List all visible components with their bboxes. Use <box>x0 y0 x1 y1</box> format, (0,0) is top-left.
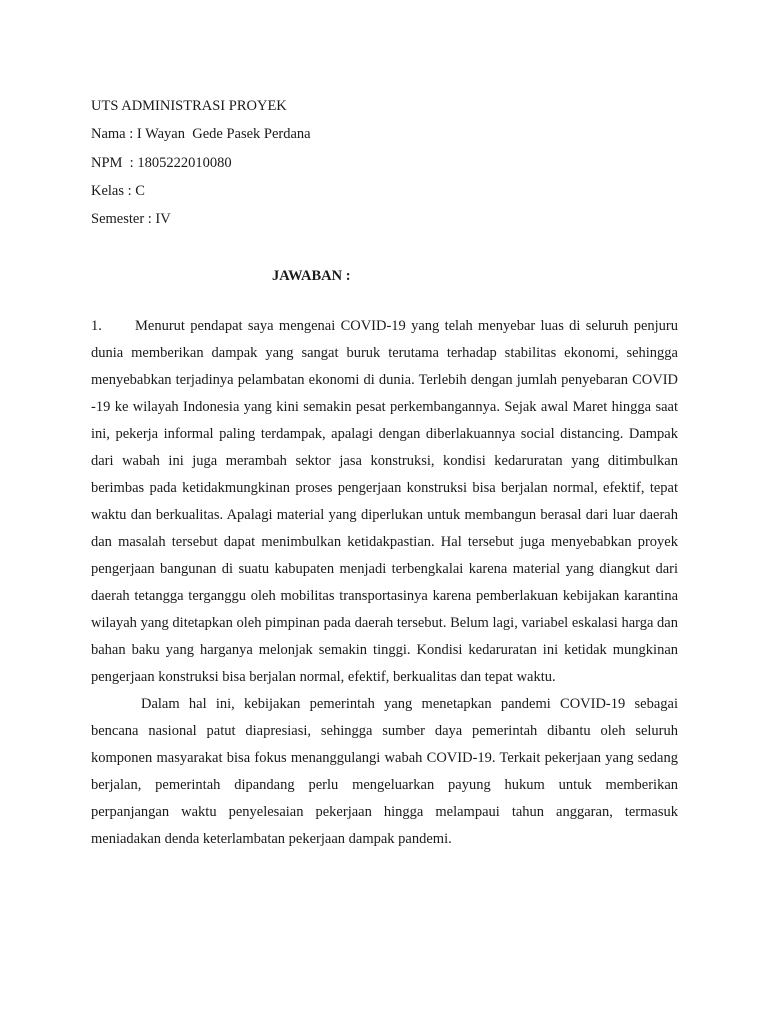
answer-heading: JAWABAN : <box>272 268 351 284</box>
student-npm: NPM : 1805222010080 <box>91 154 232 171</box>
document-header <box>91 92 691 233</box>
answer-number: 1. <box>91 318 102 334</box>
answer-body <box>91 313 678 853</box>
answer-paragraph-2: Dalam hal ini, kebijakan pemerintah yang menetapkan pandemi COVID-19 sebagai bencana nasional patut diapresiasi, sehingga sumber daya pemerintah dibantu oleh seluruh komponen masyarakat bisa fokus menanggulangi wabah COVID-19. Terkait pekerjaan yang sedang berjalan, pemerintah dipandang perlu mengeluarkan payung hukum untuk memberikan perpanjangan waktu penyelesaian pekerjaan hingga melampaui tahun anggaran, termasuk meniadakan denda keterlambatan pekerjaan dampak pandemi. <box>91 696 678 847</box>
student-semester: Semester : IV <box>91 211 171 228</box>
student-name: Nama : I Wayan Gede Pasek Perdana <box>91 126 311 143</box>
answer-paragraph-1-text: Menurut pendapat saya mengenai COVID-19 yang telah menyebar luas di seluruh penjuru dunia memberikan dampak yang sangat buruk terutama terhadap stabilitas ekonomi, sehingga menyebabkan terjadinya pelambatan ekonomi di dunia. Terlebih dengan jumlah penyebaran COVID -19 ke wilayah Indonesia yang kini semakin pesat perkembangannya. Sejak awal Maret hingga saat ini, pekerja informal paling terdampak, apalagi dengan diberlakuannya social distancing. Dampak dari wabah ini juga merambah sektor jasa konstruksi, kondisi kedaruratan yang ditimbulkan berimbas pada ketidakmungkinan proses pengerjaan konstruksi bisa berjalan normal, efektif, tepat waktu dan berkualitas. Apalagi material yang diperlukan untuk membangun berasal dari luar daerah dan masalah tersebut dapat menimbulkan ketidakpastian. Hal tersebut juga menyebabkan proyek pengerjaan bangunan di suatu kabupaten menjadi terbengkalai karena material yang diangkut dari daerah tetangga terganggu oleh mobilitas transportasinya karena pemberlakuan kebijakan karantina wilayah yang ditetapkan oleh pimpinan pada daerah tersebut. Belum lagi, variabel eskalasi harga dan bahan baku yang harganya melonjak semakin tinggi. Kondisi kedaruratan ini ketidak mungkinan pengerjaan konstruksi bisa berjalan normal, efektif, berkualitas dan tepat waktu. <box>91 318 678 685</box>
document-title: UTS ADMINISTRASI PROYEK <box>91 98 287 114</box>
answer-paragraph-1 <box>91 313 678 691</box>
student-class: Kelas : C <box>91 182 145 199</box>
